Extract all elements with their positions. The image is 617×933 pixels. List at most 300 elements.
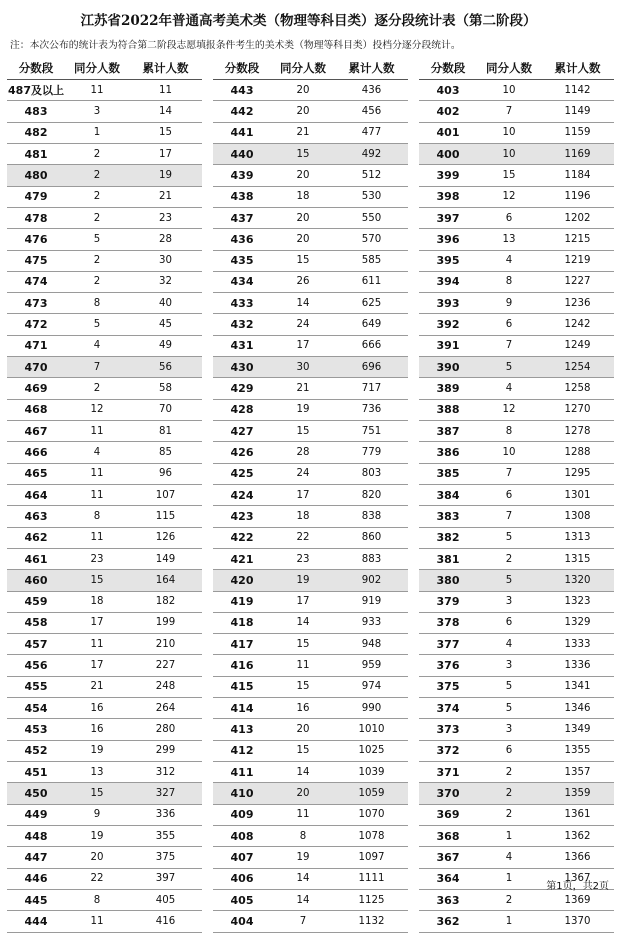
count-cell: 15 xyxy=(502,169,516,181)
cumulative-cell: 1341 xyxy=(564,681,591,693)
score-cell: 369 xyxy=(436,808,460,822)
cumulative-cell: 1313 xyxy=(564,532,591,544)
cumulative-cell: 585 xyxy=(361,255,382,267)
score-cell: 398 xyxy=(436,190,460,204)
count-cell: 30 xyxy=(296,361,310,373)
cumulative-cell: 1357 xyxy=(564,766,591,778)
table-row xyxy=(419,80,614,101)
count-cell: 14 xyxy=(296,894,310,906)
cumulative-cell: 17 xyxy=(159,148,172,160)
cumulative-cell: 81 xyxy=(159,425,172,437)
score-cell: 423 xyxy=(230,509,254,523)
table-row xyxy=(213,123,408,144)
count-cell: 17 xyxy=(90,617,104,629)
count-cell: 21 xyxy=(90,681,104,693)
score-cell: 468 xyxy=(24,403,48,417)
score-cell: 413 xyxy=(230,723,254,737)
count-cell: 6 xyxy=(505,489,513,501)
table-row xyxy=(7,890,202,911)
count-cell: 15 xyxy=(296,745,310,757)
table-body xyxy=(213,80,408,933)
cumulative-cell: 625 xyxy=(361,297,382,309)
count-cell: 5 xyxy=(505,681,513,693)
score-cell: 483 xyxy=(24,104,48,118)
table-row xyxy=(419,826,614,847)
score-cell: 408 xyxy=(230,829,254,843)
count-cell: 2 xyxy=(93,212,101,224)
cumulative-cell: 115 xyxy=(155,510,176,522)
score-cell: 432 xyxy=(230,318,254,332)
count-cell: 1 xyxy=(93,127,101,139)
cumulative-cell: 1159 xyxy=(564,127,591,139)
count-cell: 23 xyxy=(296,553,310,565)
count-cell: 20 xyxy=(296,169,310,181)
count-cell: 26 xyxy=(296,276,310,288)
count-cell: 7 xyxy=(505,340,513,352)
table-row xyxy=(419,741,614,762)
cumulative-cell: 1236 xyxy=(564,297,591,309)
table-row xyxy=(7,613,202,634)
score-cell: 394 xyxy=(436,275,460,289)
cumulative-cell: 1346 xyxy=(564,702,591,714)
cumulative-cell: 649 xyxy=(361,319,382,331)
table-row xyxy=(7,911,202,932)
count-cell: 6 xyxy=(505,319,513,331)
table-row xyxy=(213,272,408,293)
score-cell: 459 xyxy=(24,595,48,609)
count-cell: 17 xyxy=(296,596,310,608)
count-cell: 19 xyxy=(296,851,310,863)
cumulative-cell: 1333 xyxy=(564,638,591,650)
score-cell: 399 xyxy=(436,168,460,182)
count-cell: 11 xyxy=(90,425,104,437)
count-cell: 18 xyxy=(296,510,310,522)
score-cell: 475 xyxy=(24,254,48,268)
cumulative-cell: 1215 xyxy=(564,233,591,245)
score-cell: 375 xyxy=(436,680,460,694)
cumulative-cell: 416 xyxy=(155,915,176,927)
count-cell: 11 xyxy=(90,84,104,96)
count-cell: 19 xyxy=(90,830,104,842)
cumulative-cell: 397 xyxy=(155,873,176,885)
score-cell: 479 xyxy=(24,190,48,204)
cumulative-cell: 30 xyxy=(159,255,172,267)
table-row xyxy=(213,698,408,719)
score-cell: 467 xyxy=(24,424,48,438)
table-row xyxy=(7,229,202,250)
table-row xyxy=(213,528,408,549)
score-cell: 452 xyxy=(24,744,48,758)
count-cell: 20 xyxy=(296,84,310,96)
table-row xyxy=(213,251,408,272)
table-row xyxy=(7,165,202,186)
score-cell: 422 xyxy=(230,531,254,545)
table-row xyxy=(7,208,202,229)
cumulative-cell: 1349 xyxy=(564,724,591,736)
cumulative-cell: 40 xyxy=(159,297,172,309)
count-cell: 15 xyxy=(296,638,310,650)
score-cell: 396 xyxy=(436,232,460,246)
cumulative-cell: 15 xyxy=(159,127,172,139)
table-row xyxy=(419,336,614,357)
cumulative-cell: 85 xyxy=(159,446,172,458)
score-cell: 460 xyxy=(24,573,48,587)
table-row xyxy=(419,592,614,613)
score-cell: 454 xyxy=(24,701,48,715)
table-row xyxy=(213,762,408,783)
count-cell: 10 xyxy=(502,127,516,139)
score-cell: 428 xyxy=(230,403,254,417)
score-cell: 435 xyxy=(230,254,254,268)
count-cell: 3 xyxy=(93,105,101,117)
count-cell: 11 xyxy=(90,915,104,927)
score-cell: 411 xyxy=(230,765,254,779)
score-cell: 388 xyxy=(436,403,460,417)
count-cell: 1 xyxy=(505,915,513,927)
table-row xyxy=(7,400,202,421)
count-cell: 10 xyxy=(502,148,516,160)
cumulative-cell: 990 xyxy=(361,702,382,714)
table-row xyxy=(7,677,202,698)
count-cell: 15 xyxy=(90,574,104,586)
score-cell: 442 xyxy=(230,104,254,118)
table-row xyxy=(419,357,614,378)
cumulative-cell: 860 xyxy=(361,532,382,544)
count-cell: 1 xyxy=(505,830,513,842)
cumulative-cell: 1355 xyxy=(564,745,591,757)
table-row xyxy=(213,421,408,442)
score-cell: 466 xyxy=(24,445,48,459)
cumulative-cell: 1258 xyxy=(564,383,591,395)
cumulative-cell: 1132 xyxy=(358,915,385,927)
count-cell: 8 xyxy=(93,894,101,906)
cumulative-cell: 1111 xyxy=(358,873,385,885)
table-row xyxy=(7,762,202,783)
count-cell: 15 xyxy=(90,787,104,799)
table-row xyxy=(7,314,202,335)
score-cell: 436 xyxy=(230,232,254,246)
score-cell: 405 xyxy=(230,893,254,907)
count-cell: 19 xyxy=(296,404,310,416)
count-cell: 8 xyxy=(505,276,513,288)
score-cell: 372 xyxy=(436,744,460,758)
score-cell: 418 xyxy=(230,616,254,630)
count-cell: 8 xyxy=(93,510,101,522)
count-cell: 7 xyxy=(93,361,101,373)
table-row xyxy=(213,677,408,698)
cumulative-cell: 199 xyxy=(155,617,176,629)
score-cell: 480 xyxy=(24,168,48,182)
table-row xyxy=(7,506,202,527)
cumulative-cell: 902 xyxy=(361,574,382,586)
table-row xyxy=(419,655,614,676)
table-row xyxy=(213,357,408,378)
score-cell: 390 xyxy=(436,360,460,374)
score-cell: 429 xyxy=(230,382,254,396)
table-header xyxy=(419,56,614,80)
score-cell: 402 xyxy=(436,104,460,118)
cumulative-cell: 1301 xyxy=(564,489,591,501)
table-row xyxy=(419,890,614,911)
score-cell: 461 xyxy=(24,552,48,566)
table-row xyxy=(7,101,202,122)
table-row xyxy=(7,783,202,804)
table-row xyxy=(213,826,408,847)
table-row xyxy=(213,80,408,101)
score-cell: 430 xyxy=(230,360,254,374)
count-cell: 20 xyxy=(296,787,310,799)
cumulative-cell: 227 xyxy=(155,660,176,672)
count-cell: 2 xyxy=(505,894,513,906)
table-row xyxy=(419,634,614,655)
cumulative-cell: 327 xyxy=(155,787,176,799)
score-cell: 416 xyxy=(230,659,254,673)
cumulative-cell: 736 xyxy=(361,404,382,416)
cumulative-cell: 803 xyxy=(361,468,382,480)
table-header xyxy=(213,56,408,80)
count-cell: 4 xyxy=(505,383,513,395)
count-cell: 17 xyxy=(296,489,310,501)
score-cell: 425 xyxy=(230,467,254,481)
cumulative-cell: 717 xyxy=(361,383,382,395)
cumulative-cell: 164 xyxy=(155,574,176,586)
score-cell: 389 xyxy=(436,382,460,396)
table-row xyxy=(7,847,202,868)
score-cell: 417 xyxy=(230,637,254,651)
table-row xyxy=(213,506,408,527)
cumulative-cell: 1097 xyxy=(358,851,385,863)
cumulative-cell: 1308 xyxy=(564,510,591,522)
cumulative-cell: 1362 xyxy=(564,830,591,842)
cumulative-cell: 477 xyxy=(361,127,382,139)
count-cell: 2 xyxy=(505,787,513,799)
score-cell: 403 xyxy=(436,83,460,97)
table-row xyxy=(7,741,202,762)
score-cell: 450 xyxy=(24,786,48,800)
cumulative-cell: 126 xyxy=(155,532,176,544)
count-cell: 8 xyxy=(505,425,513,437)
score-cell: 441 xyxy=(230,126,254,140)
count-cell: 2 xyxy=(93,191,101,203)
count-cell: 14 xyxy=(296,766,310,778)
score-cell: 474 xyxy=(24,275,48,289)
count-cell: 11 xyxy=(90,532,104,544)
count-cell: 1 xyxy=(505,873,513,885)
table-row xyxy=(213,187,408,208)
table-column-2 xyxy=(213,56,408,933)
cumulative-cell: 70 xyxy=(159,404,172,416)
cumulative-cell: 11 xyxy=(159,84,172,96)
score-cell: 446 xyxy=(24,872,48,886)
count-cell: 16 xyxy=(296,702,310,714)
count-cell: 11 xyxy=(296,809,310,821)
table-row xyxy=(419,762,614,783)
score-cell: 451 xyxy=(24,765,48,779)
table-row xyxy=(213,890,408,911)
cumulative-cell: 1070 xyxy=(358,809,385,821)
cumulative-cell: 299 xyxy=(155,745,176,757)
table-row xyxy=(213,847,408,868)
score-cell: 478 xyxy=(24,211,48,225)
score-cell: 386 xyxy=(436,445,460,459)
table-column-3 xyxy=(419,56,614,933)
count-cell: 2 xyxy=(93,383,101,395)
count-cell: 2 xyxy=(93,276,101,288)
score-cell: 412 xyxy=(230,744,254,758)
table-row xyxy=(7,293,202,314)
count-cell: 22 xyxy=(296,532,310,544)
table-row xyxy=(7,826,202,847)
table-row xyxy=(419,208,614,229)
cumulative-cell: 1329 xyxy=(564,617,591,629)
score-cell: 464 xyxy=(24,488,48,502)
count-cell: 15 xyxy=(296,681,310,693)
score-cell: 371 xyxy=(436,765,460,779)
header-count: 同分人数 xyxy=(280,60,326,75)
table-row xyxy=(419,123,614,144)
score-cell: 415 xyxy=(230,680,254,694)
table-row xyxy=(213,101,408,122)
count-cell: 15 xyxy=(296,255,310,267)
cumulative-cell: 1025 xyxy=(358,745,385,757)
cumulative-cell: 1295 xyxy=(564,468,591,480)
table-row xyxy=(213,336,408,357)
table-row xyxy=(7,698,202,719)
count-cell: 6 xyxy=(505,212,513,224)
table-row xyxy=(7,336,202,357)
table-row xyxy=(7,251,202,272)
cumulative-cell: 436 xyxy=(361,84,382,96)
count-cell: 13 xyxy=(502,233,516,245)
table-row xyxy=(213,592,408,613)
table-row xyxy=(7,421,202,442)
score-cell: 445 xyxy=(24,893,48,907)
score-cell: 453 xyxy=(24,723,48,737)
table-row xyxy=(419,229,614,250)
page-footer: 第1页，共2页 xyxy=(546,881,609,892)
table-row xyxy=(419,314,614,335)
score-cell: 383 xyxy=(436,509,460,523)
score-cell: 431 xyxy=(230,339,254,353)
cumulative-cell: 492 xyxy=(361,148,382,160)
cumulative-cell: 1370 xyxy=(564,915,591,927)
cumulative-cell: 1010 xyxy=(358,724,385,736)
table-row xyxy=(213,229,408,250)
cumulative-cell: 1227 xyxy=(564,276,591,288)
cumulative-cell: 1288 xyxy=(564,446,591,458)
score-cell: 476 xyxy=(24,232,48,246)
cumulative-cell: 107 xyxy=(155,489,176,501)
cumulative-cell: 1336 xyxy=(564,660,591,672)
cumulative-cell: 838 xyxy=(361,510,382,522)
cumulative-cell: 1202 xyxy=(564,212,591,224)
table-row xyxy=(213,400,408,421)
table-row xyxy=(419,272,614,293)
count-cell: 3 xyxy=(505,724,513,736)
cumulative-cell: 550 xyxy=(361,212,382,224)
score-cell: 449 xyxy=(24,808,48,822)
table-row xyxy=(213,570,408,591)
score-cell: 473 xyxy=(24,296,48,310)
score-cell: 374 xyxy=(436,701,460,715)
count-cell: 12 xyxy=(502,191,516,203)
count-cell: 14 xyxy=(296,297,310,309)
cumulative-cell: 1184 xyxy=(564,169,591,181)
cumulative-cell: 264 xyxy=(155,702,176,714)
cumulative-cell: 58 xyxy=(159,383,172,395)
count-cell: 28 xyxy=(296,446,310,458)
header-score: 分数段 xyxy=(18,60,54,75)
score-cell: 409 xyxy=(230,808,254,822)
score-cell: 363 xyxy=(436,893,460,907)
table-row xyxy=(419,528,614,549)
header-cumulative: 累计人数 xyxy=(554,60,601,75)
count-cell: 5 xyxy=(505,361,513,373)
count-cell: 2 xyxy=(505,809,513,821)
table-row xyxy=(419,378,614,399)
score-cell: 410 xyxy=(230,786,254,800)
count-cell: 2 xyxy=(505,766,513,778)
table-row xyxy=(213,293,408,314)
count-cell: 16 xyxy=(90,724,104,736)
score-cell: 421 xyxy=(230,552,254,566)
table-row xyxy=(419,805,614,826)
cumulative-cell: 336 xyxy=(155,809,176,821)
cumulative-cell: 1039 xyxy=(358,766,385,778)
cumulative-cell: 1369 xyxy=(564,894,591,906)
cumulative-cell: 1278 xyxy=(564,425,591,437)
table-row xyxy=(213,655,408,676)
count-cell: 20 xyxy=(296,212,310,224)
score-cell: 444 xyxy=(24,914,48,928)
count-cell: 14 xyxy=(296,617,310,629)
count-cell: 19 xyxy=(90,745,104,757)
table-row xyxy=(419,101,614,122)
table-row xyxy=(213,485,408,506)
table-row xyxy=(419,442,614,463)
count-cell: 11 xyxy=(90,468,104,480)
count-cell: 11 xyxy=(90,489,104,501)
count-cell: 7 xyxy=(505,105,513,117)
count-cell: 8 xyxy=(93,297,101,309)
count-cell: 4 xyxy=(505,638,513,650)
cumulative-cell: 32 xyxy=(159,276,172,288)
score-cell: 393 xyxy=(436,296,460,310)
score-cell: 458 xyxy=(24,616,48,630)
table-row xyxy=(213,314,408,335)
cumulative-cell: 883 xyxy=(361,553,382,565)
cumulative-cell: 919 xyxy=(361,596,382,608)
score-cell: 469 xyxy=(24,382,48,396)
count-cell: 9 xyxy=(93,809,101,821)
count-cell: 17 xyxy=(90,660,104,672)
table-row xyxy=(419,187,614,208)
count-cell: 12 xyxy=(90,404,104,416)
score-cell: 414 xyxy=(230,701,254,715)
cumulative-cell: 182 xyxy=(155,596,176,608)
table-row xyxy=(213,442,408,463)
score-cell: 437 xyxy=(230,211,254,225)
table-row xyxy=(7,80,202,101)
score-cell: 379 xyxy=(436,595,460,609)
cumulative-cell: 28 xyxy=(159,233,172,245)
cumulative-cell: 570 xyxy=(361,233,382,245)
header-score: 分数段 xyxy=(224,60,260,75)
table-row xyxy=(213,144,408,165)
count-cell: 20 xyxy=(90,851,104,863)
table-row xyxy=(7,378,202,399)
table-row xyxy=(7,592,202,613)
